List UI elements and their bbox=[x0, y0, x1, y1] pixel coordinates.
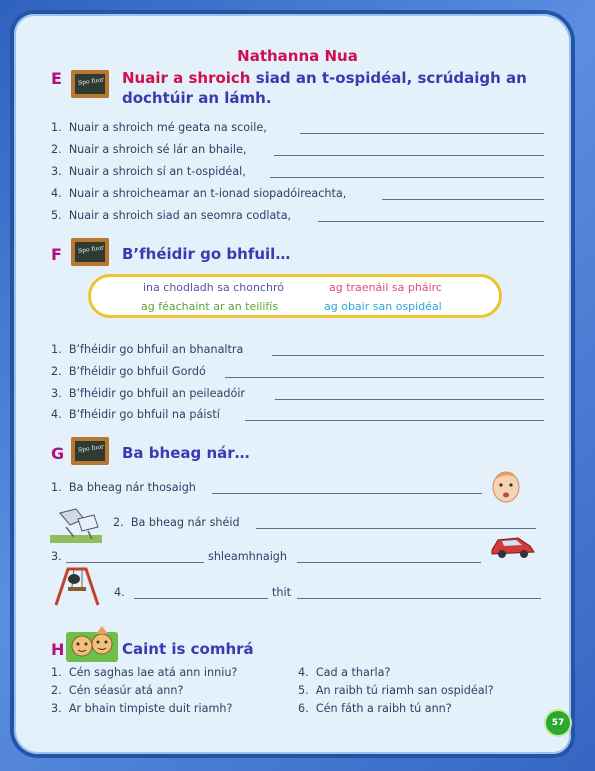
section-h-letter: H bbox=[51, 640, 65, 659]
answer-blank[interactable] bbox=[270, 177, 544, 178]
swing-cat-icon bbox=[52, 565, 102, 607]
exercise-line: 1. Ba bheag nár thosaigh bbox=[51, 481, 196, 494]
exercise-line-number: 3. bbox=[51, 550, 62, 563]
car-crash-icon bbox=[488, 530, 538, 560]
question-line: 6. Cén fáth a raibh tú ann? bbox=[298, 702, 452, 715]
chalkboard-icon: Spo fuor bbox=[71, 437, 109, 465]
exercise-line: 2. B’fhéidir go bhfuil Gordó bbox=[51, 365, 206, 378]
exercise-line: 2. Ba bheag nár shéid bbox=[113, 516, 240, 529]
answer-blank[interactable] bbox=[212, 493, 482, 494]
heading-text: siad an t-ospidéal, scrúdaigh an bbox=[250, 69, 527, 87]
question-line: 4. Cad a tharla? bbox=[298, 666, 391, 679]
answer-blank[interactable] bbox=[275, 399, 544, 400]
exercise-line: 2. Nuair a shroich sé lár an bhaile, bbox=[51, 143, 247, 156]
exercise-line: shleamhnaigh bbox=[208, 550, 288, 563]
exercise-line: 3. Nuair a shroich sí an t-ospidéal, bbox=[51, 165, 246, 178]
question-line: 2. Cén séasúr atá ann? bbox=[51, 684, 184, 697]
word-bank-phrase: ag féachaint ar an teilifís bbox=[141, 300, 279, 313]
section-g-heading: Ba bheag nár… bbox=[122, 444, 250, 462]
answer-blank[interactable] bbox=[297, 598, 541, 599]
answer-blank[interactable] bbox=[297, 562, 481, 563]
word-bank-phrase: ina chodladh sa chonchró bbox=[143, 281, 284, 294]
page-number-badge: 57 bbox=[546, 711, 570, 735]
exercise-line: 4. B’fhéidir go bhfuil na páistí bbox=[51, 408, 220, 421]
chalkboard-icon: Spo fuor bbox=[71, 70, 109, 98]
answer-blank[interactable] bbox=[256, 528, 536, 529]
answer-blank[interactable] bbox=[272, 355, 544, 356]
exercise-line: 4. Nuair a shroicheamar an t-ionad siopadóireachta, bbox=[51, 187, 347, 200]
exercise-line: 1. B’fhéidir go bhfuil an bhanaltra bbox=[51, 343, 244, 356]
exercise-line: 5. Nuair a shroich siad an seomra codlata, bbox=[51, 209, 292, 222]
question-line: 5. An raibh tú riamh san ospidéal? bbox=[298, 684, 494, 697]
answer-blank[interactable] bbox=[318, 221, 544, 222]
section-h-heading: Caint is comhrá bbox=[122, 640, 254, 658]
friends-faces-icon bbox=[66, 624, 118, 664]
heading-text-line-2: dochtúir an lámh. bbox=[122, 89, 272, 107]
section-f-heading: B’fhéidir go bhfuil… bbox=[122, 245, 291, 263]
word-bank-phrase: ag obair san ospidéal bbox=[324, 300, 442, 313]
answer-blank[interactable] bbox=[245, 420, 544, 421]
exercise-line-number: 4. bbox=[114, 586, 125, 599]
answer-blank[interactable] bbox=[225, 377, 544, 378]
question-line: 3. Ar bhain timpiste duit riamh? bbox=[51, 702, 233, 715]
answer-blank[interactable] bbox=[134, 598, 268, 599]
section-g-letter: G bbox=[51, 444, 65, 463]
exercise-line: 1. Nuair a shroich mé geata na scoile, bbox=[51, 121, 267, 134]
broken-window-icon bbox=[48, 505, 104, 545]
boy-face-icon bbox=[488, 465, 524, 505]
section-e-heading bbox=[122, 68, 562, 108]
section-f-letter: F bbox=[51, 245, 62, 264]
word-bank-phrase: ag traenáil sa pháirc bbox=[329, 281, 442, 294]
question-line: 1. Cén saghas lae atá ann inniu? bbox=[51, 666, 238, 679]
heading-highlight: Nuair a shroich bbox=[122, 69, 251, 87]
exercise-line: thit bbox=[272, 586, 291, 599]
answer-blank[interactable] bbox=[300, 133, 544, 134]
exercise-line: 3. B’fhéidir go bhfuil an peileadóir bbox=[51, 387, 246, 400]
chalkboard-icon: Spo fuor bbox=[71, 238, 109, 266]
page-title: Nathanna Nua bbox=[237, 47, 358, 65]
answer-blank[interactable] bbox=[274, 155, 544, 156]
section-e-letter: E bbox=[51, 69, 62, 88]
answer-blank[interactable] bbox=[382, 199, 544, 200]
answer-blank[interactable] bbox=[66, 562, 204, 563]
